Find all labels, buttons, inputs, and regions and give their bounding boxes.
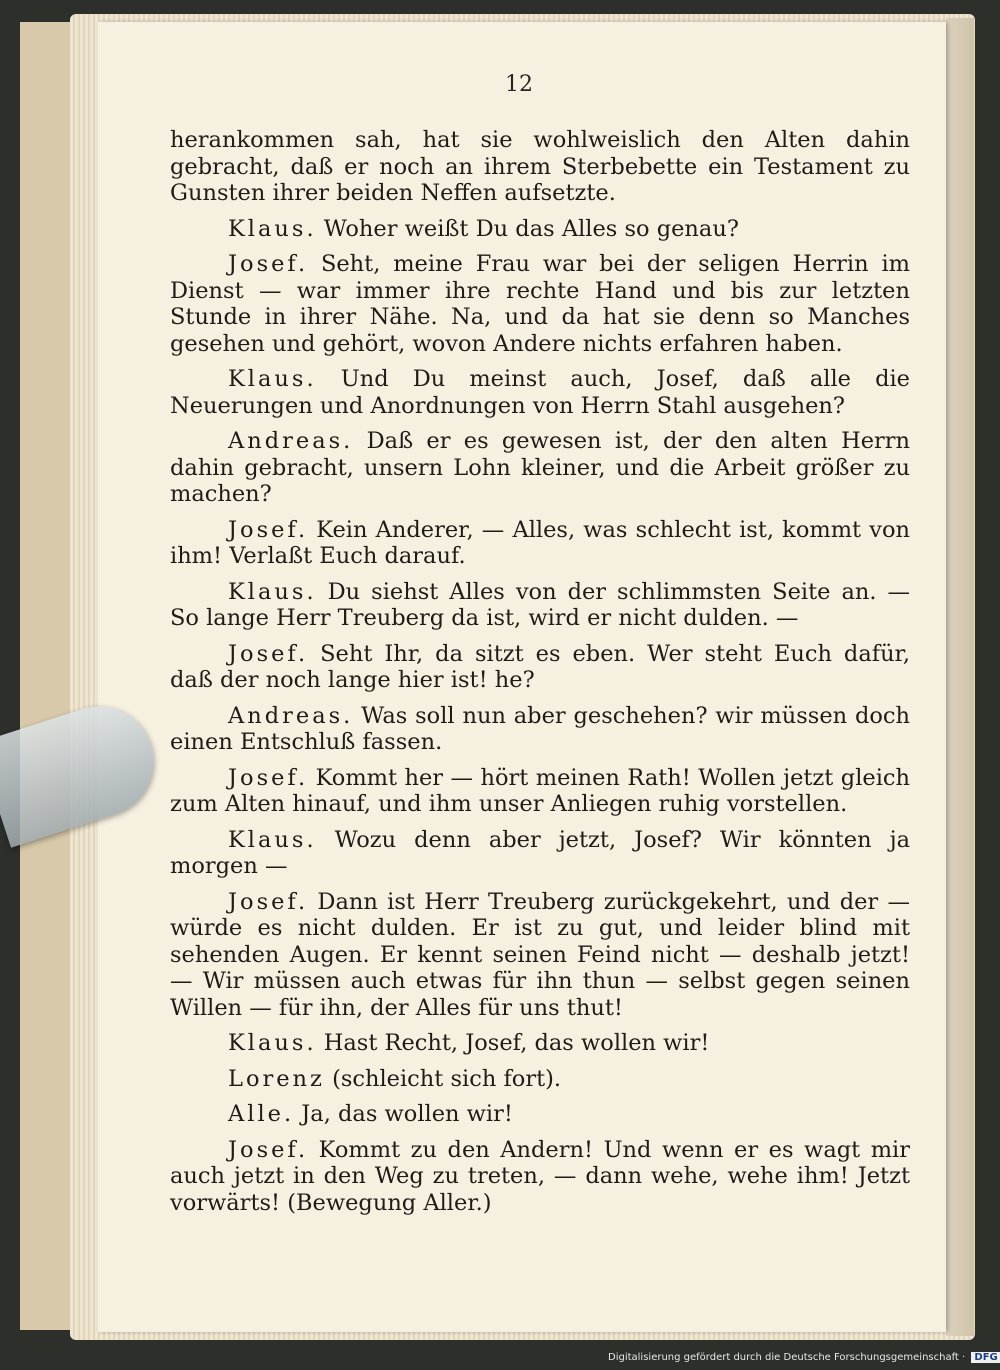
paragraph-6: [170, 579, 910, 632]
paragraph-11: [170, 889, 910, 1022]
paragraph-15: [170, 1137, 910, 1217]
paragraph-text: Hast Recht, Josef, das wollen wir!: [323, 1030, 710, 1056]
paragraph-9: [170, 765, 910, 818]
paragraph-text: Daß er es gewesen ist, der den alten Herrn dahin gebracht, unsern Lohn kleiner, und die Arbeit größer zu machen?: [170, 428, 911, 507]
page-number: 12: [505, 72, 533, 97]
paragraph-text: Kommt zu den Andern! Und wenn er es wagt mir auch jetzt in den Weg zu treten, — dann wehe, wehe ihm! Jetzt vorwärts! (Bewegung Aller.): [170, 1136, 911, 1216]
paragraph-text: Wozu denn aber jetzt, Josef? Wir könnten ja morgen —: [170, 826, 910, 879]
page-text: [170, 127, 910, 1225]
paragraph-2: [170, 251, 910, 357]
paragraph-10: [170, 827, 910, 880]
paragraph-text: (schleicht sich fort).: [332, 1065, 562, 1092]
paragraph-0: [170, 127, 910, 207]
speaker-name: Lorenz: [228, 1065, 325, 1092]
speaker-name: Klaus.: [228, 1030, 317, 1056]
paragraph-text: Kommt her — hört meinen Rath! Wollen jetzt gleich zum Alten hinauf, und ihm unser Anliegen ruhig vorstellen.: [170, 764, 910, 817]
speaker-name: Klaus.: [228, 366, 317, 392]
paragraph-1: [170, 216, 910, 243]
paragraph-text: Dann ist Herr Treuberg zurückgekehrt, und der — würde es nicht dulden. Er ist zu gut, und leider blind mit sehenden Augen. Er kennt seinen Feind nicht — deshalb jetzt! — Wir müssen auch etwas für ihn thun — selbst gegen seinen Willen — für ihn, der Alles für uns thut!: [170, 888, 910, 1021]
speaker-name: Klaus.: [228, 215, 317, 242]
page-right-edge: [946, 18, 974, 1336]
paragraph-text: herankommen sah, hat sie wohlweislich den Alten dahin gebracht, daß er noch an ihrem Sterbebette ein Testament zu Gunsten ihrer beiden Neffen aufsetzte.: [170, 127, 910, 206]
speaker-name: Alle.: [228, 1101, 295, 1127]
speaker-name: Andreas.: [228, 702, 354, 729]
speaker-name: Josef.: [228, 888, 309, 915]
paragraph-5: [170, 517, 910, 570]
paragraph-7: [170, 641, 910, 694]
paragraph-12: [170, 1030, 910, 1057]
speaker-name: Andreas.: [228, 428, 354, 454]
paragraph-text: Ja, das wollen wir!: [301, 1101, 513, 1127]
paragraph-14: [170, 1101, 910, 1128]
paragraph-text: Woher weißt Du das Alles so genau?: [323, 215, 739, 242]
paragraph-text: Seht Ihr, da sitzt es eben. Wer steht Euch dafür, daß der noch lange hier ist! he?: [170, 640, 910, 693]
speaker-name: Josef.: [228, 1136, 309, 1163]
speaker-name: Josef.: [228, 640, 309, 667]
digitization-footer: [608, 1352, 998, 1363]
paragraph-text: Seht, meine Frau war bei der seligen Herrin im Dienst — war immer ihre rechte Hand und bis zur letzten Stunde in ihrer Nähe. Na, und da hat sie denn so Manches gesehen und gehört, wovon Andere nichts erfahren haben.: [170, 251, 910, 357]
speaker-name: Klaus.: [228, 826, 317, 853]
paragraph-text: Und Du meinst auch, Josef, daß alle die Neuerungen und Anordnungen von Herrn Stahl ausgehen?: [170, 366, 910, 419]
paragraph-text: Kein Anderer, — Alles, was schlecht ist, kommt von ihm! Verlaßt Euch darauf.: [170, 516, 910, 569]
paragraph-8: [170, 703, 910, 756]
paragraph-3: [170, 366, 910, 419]
speaker-name: Josef.: [228, 251, 309, 277]
speaker-name: Josef.: [228, 516, 309, 543]
footer-text: Digitalisierung gefördert durch die Deutsche Forschungsgemeinschaft ·: [608, 1352, 966, 1363]
paragraph-text: Du siehst Alles von der schlimmsten Seite an. — So lange Herr Treuberg da ist, wird er nicht dulden. —: [170, 578, 911, 631]
paragraph-13: [170, 1066, 910, 1093]
speaker-name: Klaus.: [228, 578, 317, 605]
dfg-logo-icon: DFG: [971, 1352, 1000, 1363]
paragraph-text: Was soll nun aber geschehen? wir müssen doch einen Entschluß fassen.: [170, 702, 910, 755]
paragraph-4: [170, 428, 910, 508]
speaker-name: Josef.: [228, 764, 309, 791]
